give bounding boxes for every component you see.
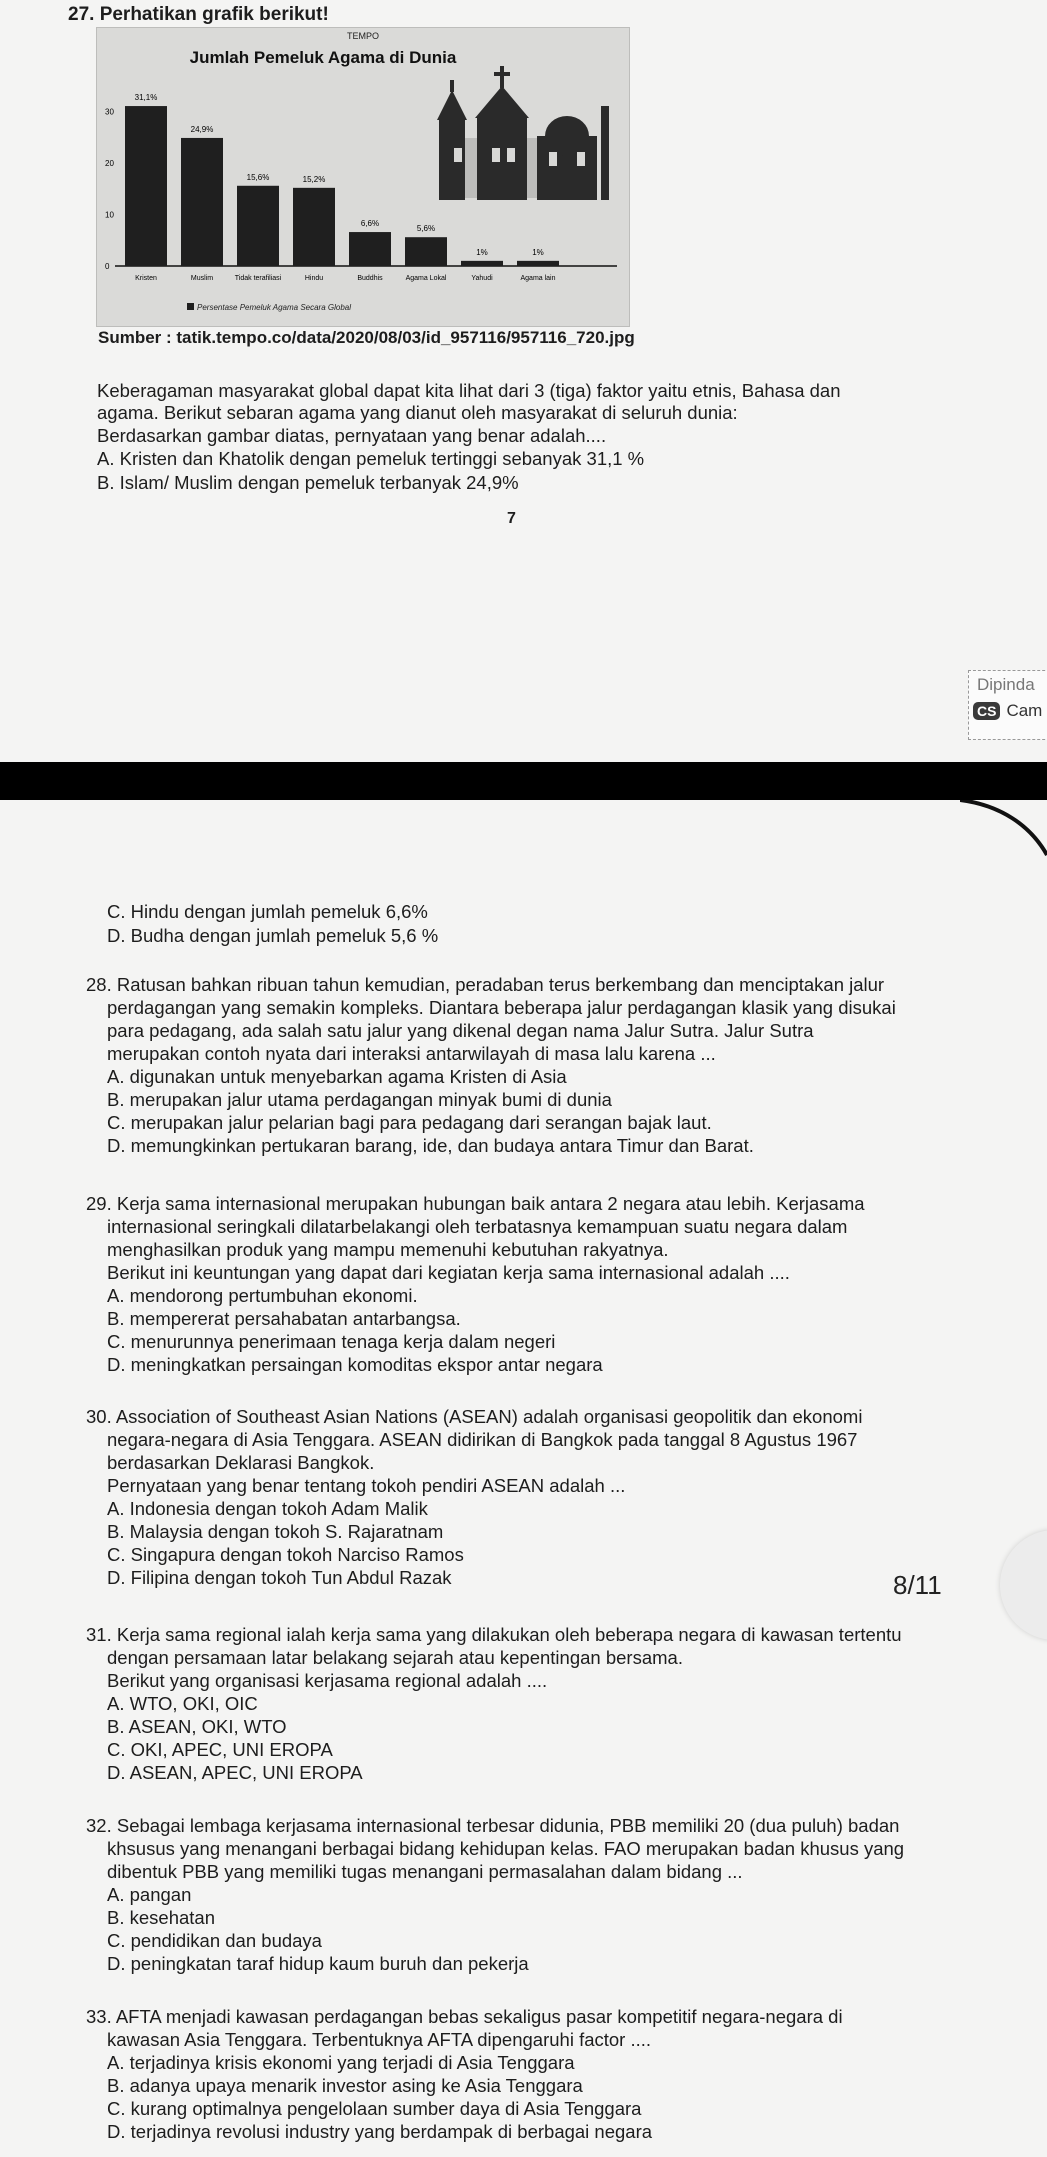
q32-line: 32. Sebagai lembaga kerjasama internasional terbesar didunia, PBB memiliki 20 (dua puluh) badan	[86, 1815, 900, 1836]
page-mark: 7	[507, 510, 516, 527]
x-axis-labels	[135, 275, 556, 282]
bar-kristen	[125, 106, 167, 266]
q28-option-c: C. merupakan jalur pelarian bagi para pedagang dari serangan bajak laut.	[107, 1112, 712, 1133]
scroll-handle[interactable]	[1000, 1530, 1047, 1640]
bar-agama-lokal	[405, 237, 447, 266]
x-category-label: Muslim	[190, 275, 214, 282]
q31-line: Berikut yang organisasi kerjasama regional adalah ....	[107, 1670, 548, 1691]
q33-option-c: C. kurang optimalnya pengelolaan sumber daya di Asia Tenggara	[107, 2098, 642, 2119]
legend-swatch	[187, 303, 194, 310]
q29-line: Berikut ini keuntungan yang dapat dari kegiatan kerja sama internasional adalah ....	[107, 1262, 790, 1283]
q30-line: negara-negara di Asia Tenggara. ASEAN didirikan di Bangkok pada tanggal 8 Agustus 1967	[107, 1429, 858, 1450]
y-tick-label: 0	[105, 262, 110, 271]
q28-line: para pedagang, ada salah satu jalur yang dikenal degan nama Jalur Sutra. Jalur Sutra	[107, 1020, 814, 1041]
q27-title: 27. Perhatikan grafik berikut!	[68, 4, 329, 25]
q28-line: 28. Ratusan bahkan ribuan tahun kemudian, peradaban terus berkembang dan menciptakan jalur	[86, 974, 885, 995]
q33-line: 33. AFTA menjadi kawasan perdagangan bebas sekaligus pasar kompetitif negara-negara di	[86, 2006, 843, 2027]
watermark-line2: Cam	[1006, 701, 1043, 720]
q30-option-a: A. Indonesia dengan tokoh Adam Malik	[107, 1498, 428, 1519]
q30-line: 30. Association of Southeast Asian Nations (ASEAN) adalah organisasi geopolitik dan ekonomi	[86, 1406, 863, 1427]
x-category-label: Yahudi	[471, 275, 493, 282]
camscanner-watermark	[968, 670, 1047, 740]
bar-value-label: 5,6%	[416, 224, 436, 234]
q29-line: menghasilkan produk yang mampu memenuhi kebutuhan rakyatnya.	[107, 1239, 669, 1260]
q27-option-b: B. Islam/ Muslim dengan pemeluk terbanyak 24,9%	[97, 472, 519, 493]
religion-buildings-illustration	[437, 66, 609, 200]
chart-title: Jumlah Pemeluk Agama di Dunia	[189, 48, 457, 67]
q28-line: merupakan contoh nyata dari interaksi antarwilayah di masa lalu karena ...	[107, 1043, 716, 1064]
y-tick-label: 30	[105, 107, 114, 117]
q28-line: perdagangan yang semakin kompleks. Diantara beberapa jalur perdagangan klasik yang disukai	[107, 997, 896, 1018]
q31-option-a: A. WTO, OKI, OIC	[107, 1693, 258, 1714]
q27-option-d: D. Budha dengan jumlah pemeluk 5,6 %	[107, 925, 439, 946]
bar-tidak-terafiliasi	[237, 186, 279, 266]
page-curl-shadow	[960, 800, 1047, 860]
q29-option-d: D. meningkatkan persaingan komoditas ekspor antar negara	[107, 1354, 603, 1375]
q29-line: 29. Kerja sama internasional merupakan hubungan baik antara 2 negara atau lebih. Kerjasama	[86, 1193, 865, 1214]
q31-option-c: C. OKI, APEC, UNI EROPA	[107, 1739, 333, 1760]
y-axis-ticks	[105, 108, 114, 271]
q33-option-b: B. adanya upaya menarik investor asing ke Asia Tenggara	[107, 2075, 583, 2096]
q30-option-c: C. Singapura dengan tokoh Narciso Ramos	[107, 1544, 464, 1565]
cs-logo-icon: CS	[973, 702, 1000, 720]
bar-value-label: 1%	[532, 247, 544, 257]
watermark-line1: Dipinda	[977, 675, 1035, 694]
q33-option-a: A. terjadinya krisis ekonomi yang terjadi di Asia Tenggara	[107, 2052, 575, 2073]
q32-line: dibentuk PBB yang memiliki tugas menangani permasalahan dalam bidang ...	[107, 1861, 743, 1882]
bar-hindu	[293, 188, 335, 266]
q30-line: berdasarkan Deklarasi Bangkok.	[107, 1452, 375, 1473]
q27-line: Berdasarkan gambar diatas, pernyataan yang benar adalah....	[97, 425, 607, 446]
bar-value-label: 15,2%	[302, 174, 326, 184]
x-category-label: Agama lain	[520, 275, 556, 282]
q27-option-a: A. Kristen dan Khatolik dengan pemeluk tertinggi sebanyak 31,1 %	[97, 448, 645, 469]
q31-line: dengan persamaan latar belakang sejarah atau kepentingan bersama.	[107, 1647, 683, 1668]
bar-value-label: 15,6%	[246, 172, 270, 182]
x-category-label: Hindu	[304, 275, 324, 282]
religion-bar-chart	[96, 27, 630, 327]
q30-option-d: D. Filipina dengan tokoh Tun Abdul Razak	[107, 1567, 452, 1588]
q29-option-c: C. menurunnya penerimaan tenaga kerja dalam negeri	[107, 1331, 556, 1352]
q33-line: kawasan Asia Tenggara. Terbentuknya AFTA dipengaruhi factor ....	[107, 2029, 652, 2050]
q32-option-b: B. kesehatan	[107, 1907, 215, 1928]
bar-muslim	[181, 138, 223, 266]
page-separator	[0, 762, 1047, 800]
q30-line: Pernyataan yang benar tentang tokoh pendiri ASEAN adalah ...	[107, 1475, 626, 1496]
q32-line: khsusus yang menangani berbagai bidang kehidupan kelas. FAO merupakan badan khusus yang	[107, 1838, 905, 1859]
q28-option-d: D. memungkinkan pertukaran barang, ide, dan budaya antara Timur dan Barat.	[107, 1135, 754, 1156]
x-category-label: Tidak terafiliasi	[234, 275, 282, 282]
y-tick-label: 20	[105, 159, 114, 169]
chart-source: Sumber : tatik.tempo.co/data/2020/08/03/id_957116/957116_720.jpg	[98, 328, 635, 347]
q29-line: internasional seringkali dilatarbelakangi oleh terbatasnya kemampuan suatu negara dalam	[107, 1216, 848, 1237]
q30-option-b: B. Malaysia dengan tokoh S. Rajaratnam	[107, 1521, 444, 1542]
q29-option-a: A. mendorong pertumbuhan ekonomi.	[107, 1285, 418, 1306]
q33-option-d: D. terjadinya revolusi industry yang berdampak di berbagai negara	[107, 2121, 653, 2142]
bar-value-label: 24,9%	[190, 124, 214, 134]
x-category-label: Kristen	[135, 275, 157, 282]
q32-option-a: A. pangan	[107, 1884, 192, 1905]
chart-brand-label: TEMPO	[346, 31, 380, 41]
bar-value-label: 31,1%	[134, 93, 158, 103]
bar-buddhis	[349, 232, 391, 266]
chart-canvas	[97, 28, 629, 326]
q31-line: 31. Kerja sama regional ialah kerja sama yang dilakukan oleh beberapa negara di kawasan tertentu	[86, 1624, 902, 1645]
bar-value-label: 6,6%	[360, 219, 380, 229]
bar-yahudi	[461, 261, 503, 266]
y-tick-label: 10	[105, 210, 114, 220]
bar-agama-lain	[517, 261, 559, 266]
q31-option-d: D. ASEAN, APEC, UNI EROPA	[107, 1762, 363, 1783]
q27-option-c: C. Hindu dengan jumlah pemeluk 6,6%	[107, 901, 428, 922]
page-counter: 8/11	[893, 1570, 942, 1600]
q27-line: agama. Berikut sebaran agama yang dianut oleh masyarakat di seluruh dunia:	[97, 402, 738, 423]
q27-line: Keberagaman masyarakat global dapat kita lihat dari 3 (tiga) faktor yaitu etnis, Bahasa dan	[97, 380, 841, 401]
q32-option-d: D. peningkatan taraf hidup kaum buruh dan pekerja	[107, 1953, 529, 1974]
q28-option-b: B. merupakan jalur utama perdagangan minyak bumi di dunia	[107, 1089, 612, 1110]
chart-legend: Persentase Pemeluk Agama Secara Global	[197, 303, 352, 312]
q28-option-a: A. digunakan untuk menyebarkan agama Kristen di Asia	[107, 1066, 567, 1087]
bar-value-label: 1%	[476, 247, 488, 257]
q31-option-b: B. ASEAN, OKI, WTO	[107, 1716, 287, 1737]
x-category-label: Agama Lokal	[405, 275, 447, 282]
q29-option-b: B. mempererat persahabatan antarbangsa.	[107, 1308, 461, 1329]
x-category-label: Buddhis	[357, 275, 383, 282]
q32-option-c: C. pendidikan dan budaya	[107, 1930, 322, 1951]
